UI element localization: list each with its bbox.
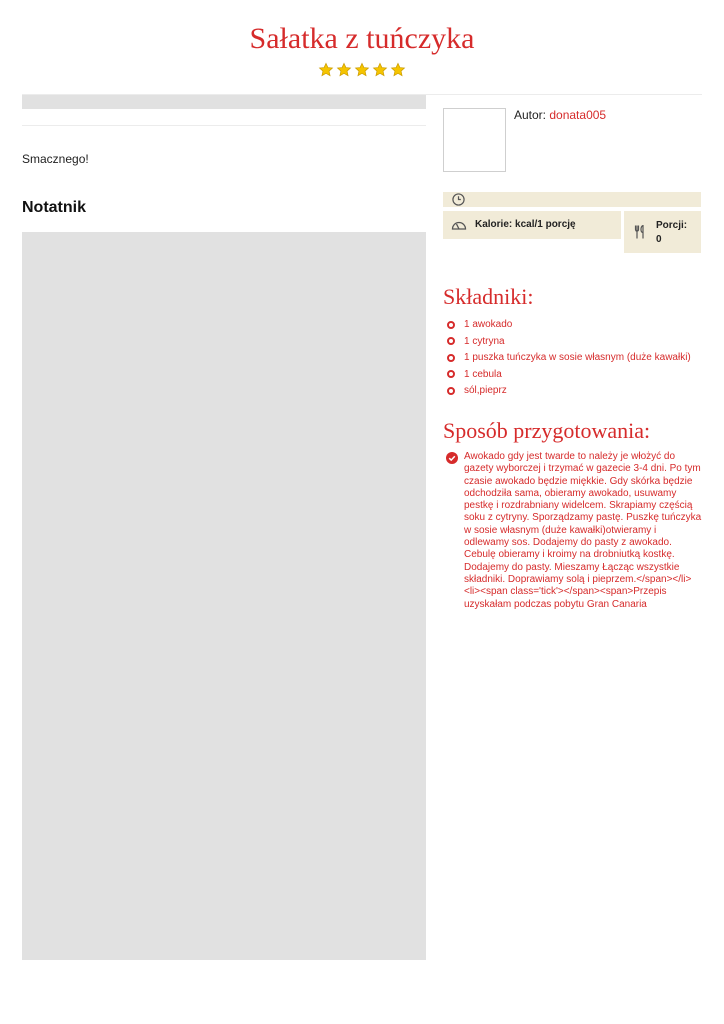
bullet-circle-icon — [447, 370, 455, 378]
ingredient-text: 1 awokado — [464, 319, 513, 330]
author-line — [514, 108, 606, 122]
recipe-title: Sałatka z tuńczyka — [249, 22, 475, 55]
bullet-circle-icon — [447, 354, 455, 362]
star-icon — [372, 62, 388, 78]
ingredient-text: 1 cytryna — [464, 335, 505, 347]
check-circle-icon — [446, 452, 458, 464]
ingredient-item — [447, 368, 691, 385]
author-name-link[interactable]: donata005 — [549, 108, 607, 122]
content-divider — [22, 125, 426, 126]
ingredient-text: sól,pieprz — [464, 385, 507, 396]
prep-time-bar — [443, 192, 701, 207]
bullet-circle-icon — [447, 337, 455, 345]
ingredient-item — [447, 318, 691, 335]
preparation-heading: Sposób przygotowania: — [443, 418, 651, 443]
rating-stars[interactable] — [0, 62, 724, 78]
notes-area[interactable] — [22, 232, 426, 960]
ingredient-text: 1 cebula — [464, 368, 502, 380]
ingredient-item — [447, 351, 691, 368]
star-icon — [354, 62, 370, 78]
star-icon — [336, 62, 352, 78]
ingredients-heading: Składniki: — [443, 284, 534, 309]
image-placeholder-bar — [22, 95, 426, 109]
star-icon — [390, 62, 406, 78]
preparation-text: Awokado gdy jest twarde to należy je włożyć do gazety wyborczej i trzymać w gazecie 3-4 dni. Po tym czasie awokado będzie miękkie. Gdy skórka będzie odchodziła sama, obieramy awokado, usuwamy pestkę i rozdrabniany widelcem. Skrapiamy częścią soku z cytryny. Sporządzamy pastę. Puszkę tuńczyka w sosie własnym (duże kawałki)otwieramy i odlewamy sos. Dodajemy do pasty z awokado. Cebulę obieramy i kroimy na drobniutką kostkę. Dodajemy do pasty. Mieszamy Łącząc wszystkie składniki. Doprawiamy solą i pieprzem.</span></li><li><span class='tick'></span><span>Przepis uzyskałam podczas pobytu Gran Canaria — [464, 451, 702, 610]
portions-box — [624, 211, 701, 253]
author-avatar — [443, 108, 506, 172]
ingredient-item — [447, 384, 691, 401]
bullet-circle-icon — [447, 321, 455, 329]
cutlery-icon — [634, 225, 646, 239]
ingredient-text: 1 puszka tuńczyka w sosie własnym (duże kawałki) — [464, 352, 691, 363]
ingredients-list — [447, 318, 691, 401]
gauge-icon — [451, 218, 467, 231]
calories-text: Kalorie: kcal/1 porcję — [475, 219, 576, 230]
clock-icon — [452, 193, 465, 206]
left-column — [22, 95, 426, 960]
star-icon — [318, 62, 334, 78]
portions-value: 0 — [656, 234, 662, 245]
notes-heading: Notatnik — [22, 199, 86, 216]
portions-label: Porcji: — [656, 220, 688, 231]
author-label: Autor: — [514, 108, 547, 122]
calories-box — [443, 211, 621, 239]
bullet-circle-icon — [447, 387, 455, 395]
closing-text: Smacznego! — [22, 152, 89, 166]
ingredient-item — [447, 335, 691, 352]
